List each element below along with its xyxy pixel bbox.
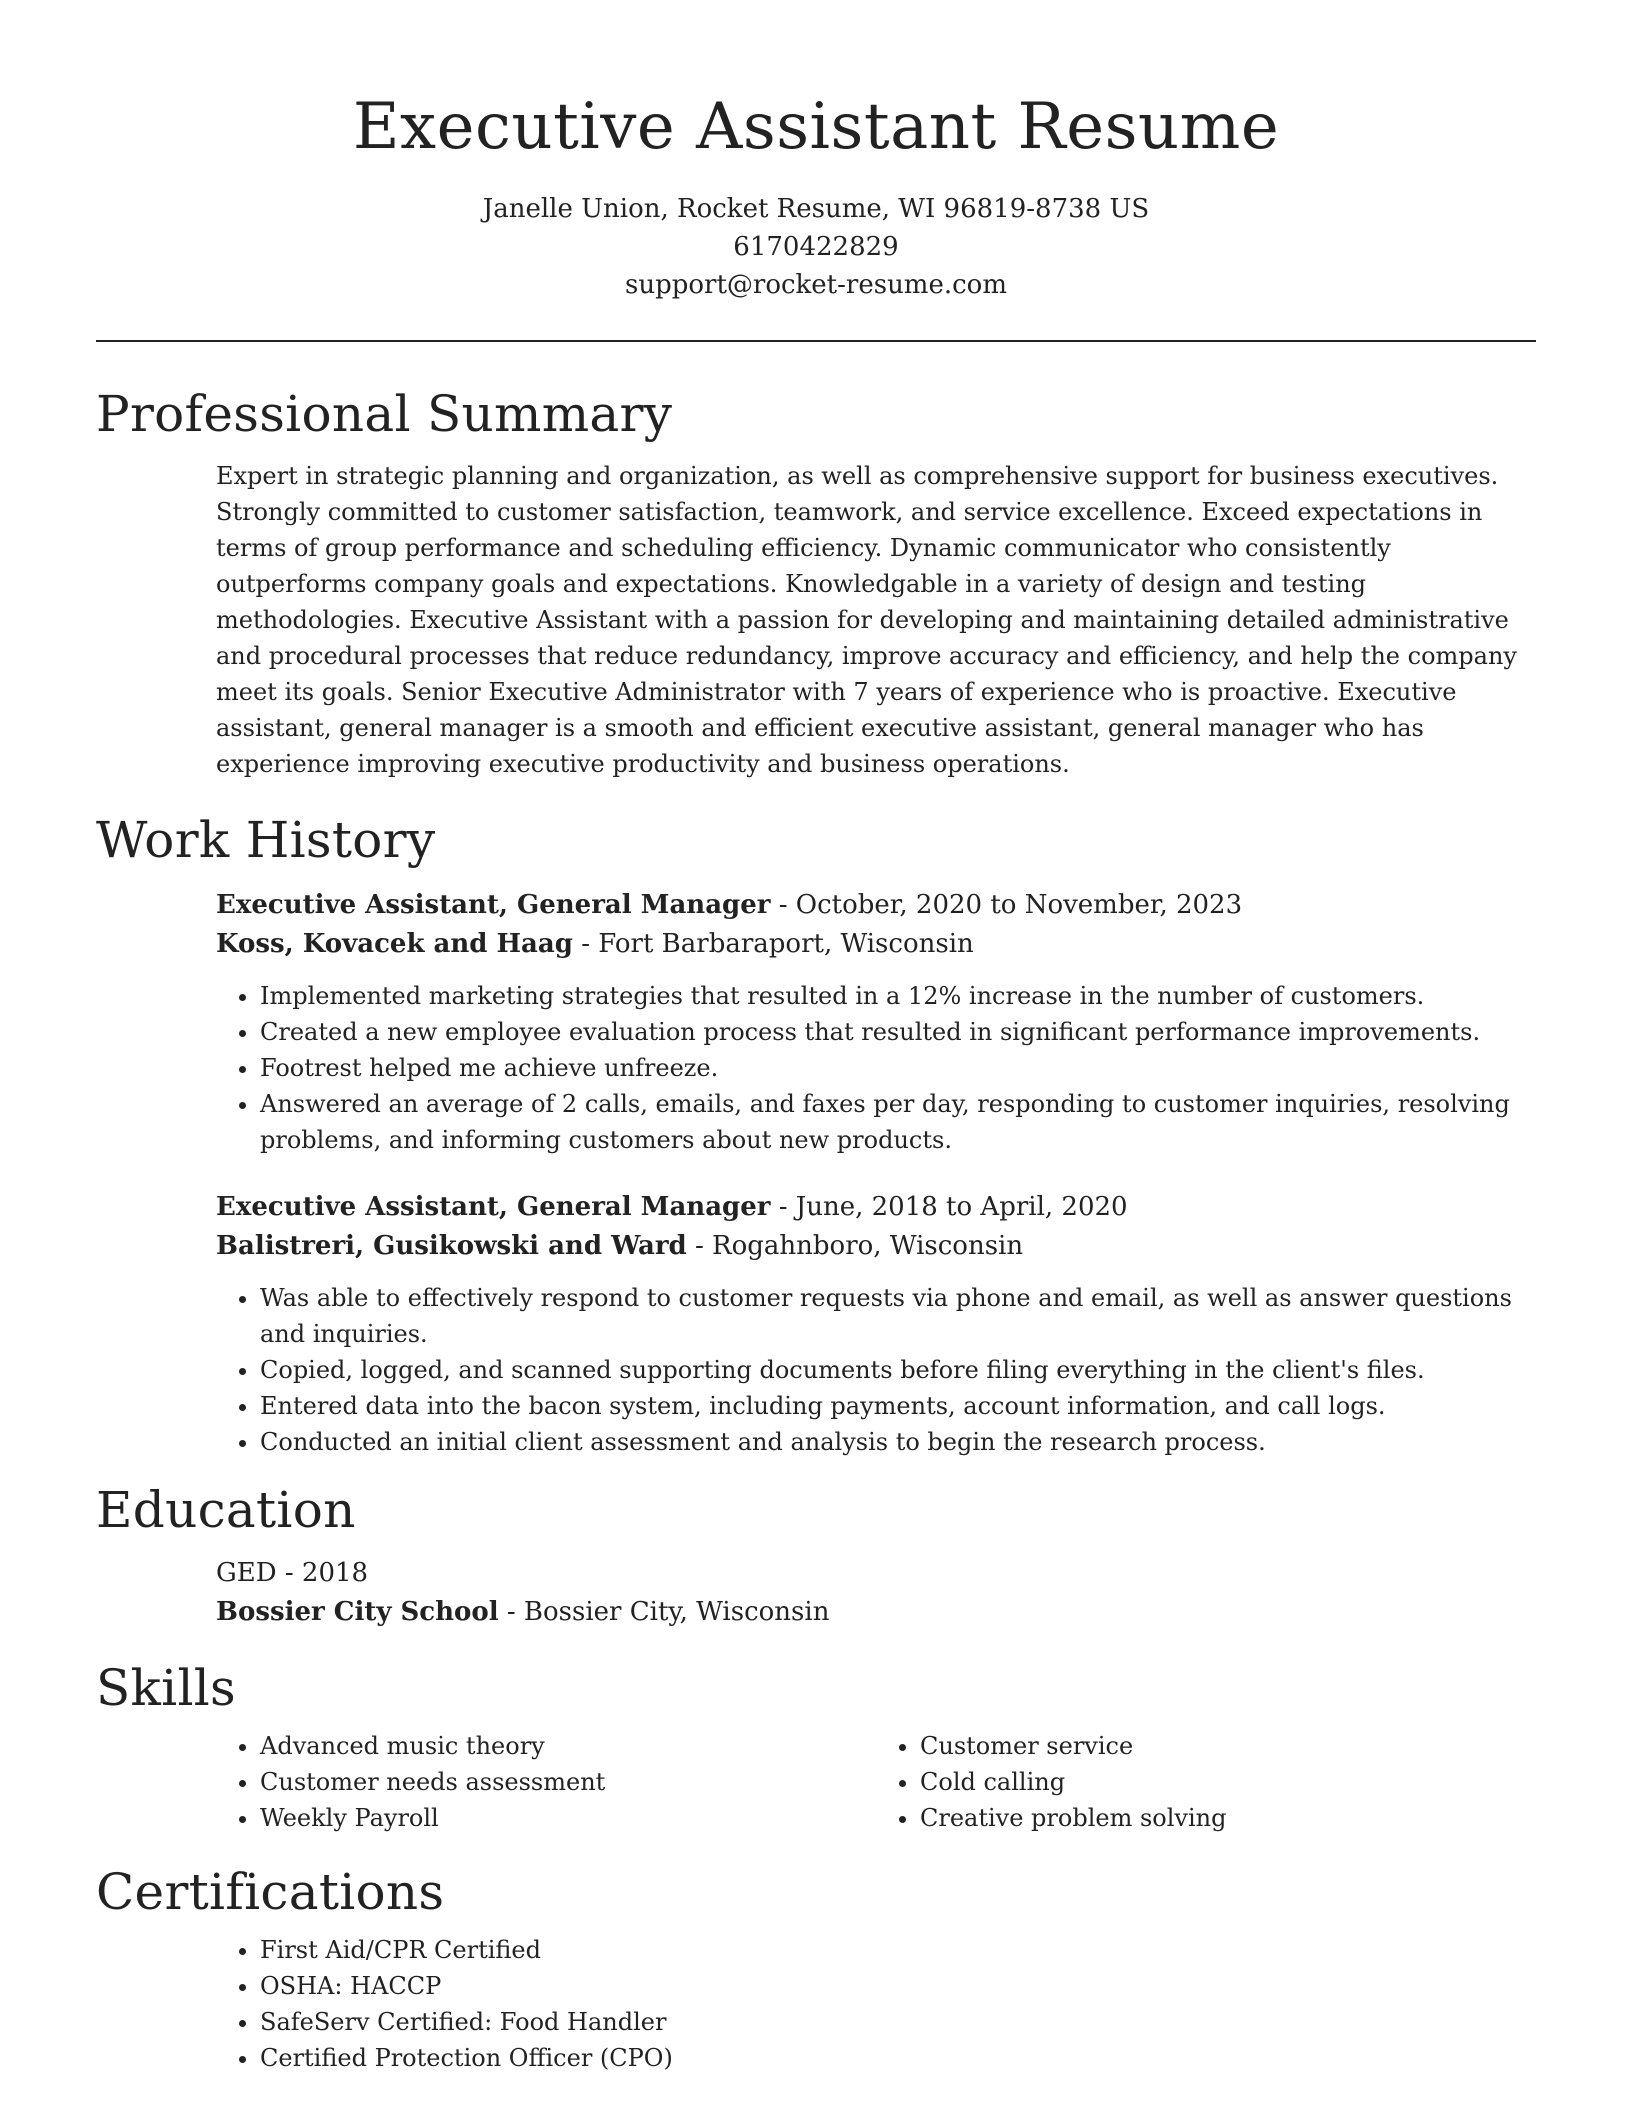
skills-list-left	[216, 1728, 876, 1836]
section-heading-education: Education	[96, 1481, 356, 1539]
list-item: • Was able to effectively respond to customer requests via phone and email, as well as answer questions and inquiries.	[260, 1280, 1536, 1352]
job-dates: - October, 2020 to November, 2023	[770, 890, 1243, 920]
education-section	[96, 1478, 1536, 1632]
section-heading-certifications: Certifications	[96, 1863, 445, 1921]
list-item: • Conducted an initial client assessment and analysis to begin the research process.	[260, 1424, 1536, 1460]
certification-item: • OSHA: HACCP	[260, 1968, 1536, 2004]
education-location: - Bossier City, Wisconsin	[498, 1597, 830, 1627]
job-title: Executive Assistant, General Manager	[216, 1192, 771, 1222]
skill-item: • Weekly Payroll	[260, 1800, 876, 1836]
education-school-line	[216, 1593, 1536, 1632]
job-bullets	[216, 1280, 1536, 1460]
job-location: - Rogahnboro, Wisconsin	[686, 1231, 1024, 1261]
job-title-line	[216, 1188, 1536, 1227]
skill-item: • Creative problem solving	[920, 1800, 1536, 1836]
certification-item: • Certified Protection Officer (CPO)	[260, 2040, 1536, 2076]
job-dates: - June, 2018 to April, 2020	[770, 1192, 1128, 1222]
contact-phone: 6170422829	[733, 232, 899, 262]
job-bullets	[216, 978, 1536, 1158]
skills-list-right	[876, 1728, 1536, 1836]
job-company: Koss, Kovacek and Haag	[216, 929, 573, 959]
job-location: - Fort Barbaraport, Wisconsin	[572, 929, 974, 959]
certification-item: • SafeServ Certified: Food Handler	[260, 2004, 1536, 2040]
list-item: • Answered an average of 2 calls, emails, and faxes per day, responding to customer inquiries, resolving problems, and informing customers about new products.	[260, 1086, 1536, 1158]
contact-address: Janelle Union, Rocket Resume, WI 96819-8738 US	[482, 194, 1150, 224]
skills-section	[96, 1656, 1536, 1836]
contact-info	[96, 190, 1536, 304]
certification-item: • First Aid/CPR Certified	[260, 1932, 1536, 1968]
header-divider	[96, 340, 1536, 342]
job-company: Balistreri, Gusikowski and Ward	[216, 1231, 687, 1261]
certifications-list	[216, 1932, 1536, 2076]
list-item: • Created a new employee evaluation process that resulted in significant performance improvements.	[260, 1014, 1536, 1050]
job-title-line	[216, 886, 1536, 925]
work-history-section	[96, 808, 1536, 1460]
certifications-section	[96, 1860, 1536, 2076]
list-item: • Entered data into the bacon system, including payments, account information, and call logs.	[260, 1388, 1536, 1424]
summary-text: Expert in strategic planning and organization, as well as comprehensive support for business executives. Strongly committed to customer satisfaction, teamwork, and service excellence. Exceed expectations in terms of group performance and scheduling efficiency. Dynamic communicator who consistently outperforms company goals and expectations. Knowledgable in a variety of design and testing methodologies. Executive Assistant with a passion for developing and maintaining detailed administrative and procedural processes that reduce redundancy, improve accuracy and efficiency, and help the company meet its goals. Senior Executive Administrator with 7 years of experience who is proactive. Executive assistant, general manager is a smooth and efficient executive assistant, general manager who has experience improving executive productivity and business operations.	[216, 462, 1517, 778]
job-entry	[216, 886, 1536, 1158]
skill-item: • Customer needs assessment	[260, 1764, 876, 1800]
summary-section	[96, 382, 1536, 782]
skill-item: • Customer service	[920, 1728, 1536, 1764]
resume-page	[96, 0, 1536, 2076]
job-company-line	[216, 925, 1536, 964]
section-heading-summary: Professional Summary	[96, 385, 673, 443]
section-heading-work-history: Work History	[96, 811, 436, 869]
contact-email: support@rocket-resume.com	[624, 270, 1007, 300]
list-item: • Implemented marketing strategies that resulted in a 12% increase in the number of customers.	[260, 978, 1536, 1014]
skill-item: • Advanced music theory	[260, 1728, 876, 1764]
job-title: Executive Assistant, General Manager	[216, 890, 771, 920]
page-title: Executive Assistant Resume	[352, 90, 1280, 164]
list-item: • Footrest helped me achieve unfreeze.	[260, 1050, 1536, 1086]
job-company-line	[216, 1227, 1536, 1266]
job-entry	[216, 1188, 1536, 1460]
skill-item: • Cold calling	[920, 1764, 1536, 1800]
education-degree: GED - 2018	[216, 1558, 369, 1588]
section-heading-skills: Skills	[96, 1659, 236, 1717]
education-school: Bossier City School	[216, 1597, 499, 1627]
list-item: • Copied, logged, and scanned supporting documents before filing everything in the client's files.	[260, 1352, 1536, 1388]
